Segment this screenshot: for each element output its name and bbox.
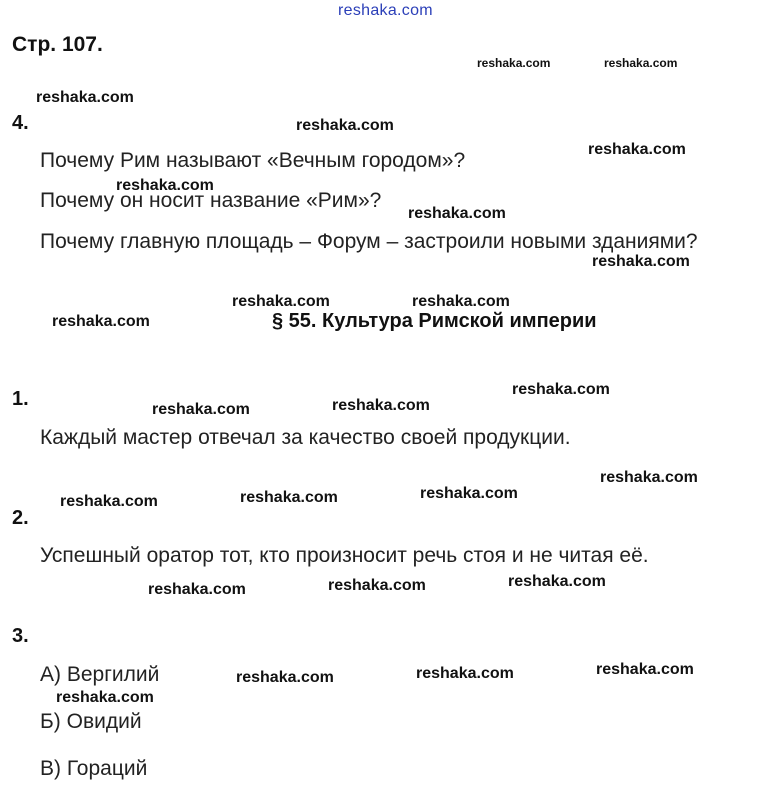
watermark: reshaka.com (236, 669, 334, 686)
watermark: reshaka.com (240, 489, 338, 506)
watermark: reshaka.com (412, 293, 510, 310)
watermark: reshaka.com (512, 381, 610, 398)
watermark: reshaka.com (56, 689, 154, 706)
watermark: reshaka.com (588, 141, 686, 158)
watermark: reshaka.com (508, 573, 606, 590)
task-number-3: 3. (12, 625, 29, 647)
answer-text: Успешный оратор тот, кто произносит речь стоя и не читая её. (40, 544, 649, 567)
watermark: reshaka.com (596, 661, 694, 678)
answer-text: Каждый мастер отвечал за качество своей продукции. (40, 426, 571, 449)
watermark: reshaka.com (232, 293, 330, 310)
watermark: reshaka.com (328, 577, 426, 594)
site-link[interactable]: reshaka.com (338, 2, 433, 19)
watermark: reshaka.com (296, 117, 394, 134)
task-number-2: 2. (12, 507, 29, 529)
question-line: Почему Рим называют «Вечным городом»? (40, 149, 466, 172)
watermark: reshaka.com (477, 56, 551, 70)
watermark: reshaka.com (416, 665, 514, 682)
watermark: reshaka.com (408, 205, 506, 222)
watermark: reshaka.com (604, 56, 678, 70)
watermark: reshaka.com (36, 89, 134, 106)
watermark: reshaka.com (148, 581, 246, 598)
answer-item: В) Гораций (40, 757, 148, 780)
watermark: reshaka.com (116, 177, 214, 194)
task-number-1: 1. (12, 388, 29, 410)
task-number-4: 4. (12, 112, 29, 134)
question-line: Почему он носит название «Рим»? (40, 189, 382, 212)
watermark: reshaka.com (592, 253, 690, 270)
watermark: reshaka.com (600, 469, 698, 486)
answer-item: Б) Овидий (40, 710, 142, 733)
question-line: Почему главную площадь – Форум – застроили новыми зданиями? (40, 230, 698, 253)
section-title: § 55. Культура Римской империи (272, 310, 597, 332)
watermark: reshaka.com (60, 493, 158, 510)
watermark: reshaka.com (52, 313, 150, 330)
watermark: reshaka.com (152, 401, 250, 418)
page-number: Стр. 107. (12, 33, 103, 56)
watermark: reshaka.com (420, 485, 518, 502)
watermark: reshaka.com (332, 397, 430, 414)
answer-item: А) Вергилий (40, 663, 160, 686)
